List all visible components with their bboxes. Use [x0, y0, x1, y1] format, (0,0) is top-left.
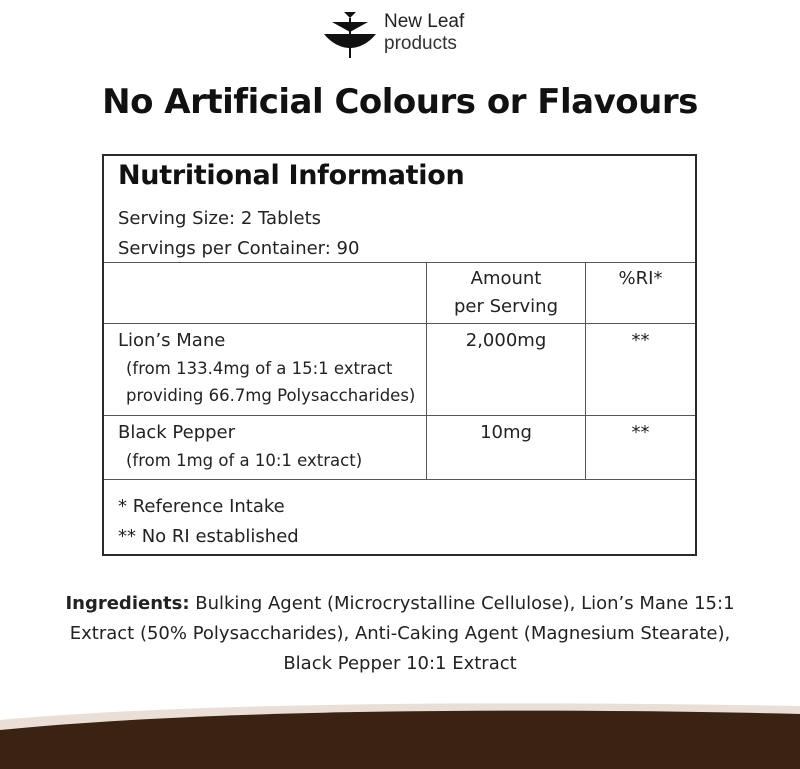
table-row-name: Lion’s Mane [118, 330, 226, 351]
divider [104, 415, 695, 416]
serving-size: Serving Size: 2 Tablets [118, 208, 322, 229]
brand-name: New Leaf [384, 11, 465, 32]
footnote-no-ri: ** No RI established [118, 526, 299, 547]
divider [104, 479, 695, 480]
table-row-amount: 10mg [480, 422, 532, 443]
brand-sub: products [384, 33, 457, 54]
footnotes [118, 492, 299, 552]
amount-header: Amount per Serving [453, 268, 558, 317]
ingredients-text [60, 589, 740, 679]
ingredients-list: Bulking Agent (Microcrystalline Cellulose), Lion’s Mane 15:1 Extract (50% Polysaccharides), Anti-Caking Agent (Magnesium Stearate), Black Pepper 10:1 Extract [69, 593, 735, 674]
table-row-ri: ** [631, 330, 650, 351]
decorative-wave [0, 680, 800, 769]
nutrition-panel [102, 154, 697, 556]
table-row-name: Black Pepper [118, 422, 236, 443]
panel-title: Nutritional Information [118, 160, 465, 191]
table-row-ri: ** [631, 422, 650, 443]
ingredients-label: Ingredients: [65, 593, 190, 614]
table-row-amount: 2,000mg [465, 330, 547, 351]
headline: No Artificial Colours or Flavours [102, 82, 698, 122]
brand-logo [322, 10, 482, 60]
ri-header: %RI* [618, 268, 663, 289]
divider [104, 323, 695, 324]
serving-info [118, 204, 359, 264]
table-row-detail: (from 1mg of a 10:1 extract) [126, 451, 363, 470]
leaf-tree-icon [322, 10, 378, 58]
table-row-detail: (from 133.4mg of a 15:1 extract providing 66.7mg Polysaccharides) [126, 359, 416, 405]
servings-per-container: Servings per Container: 90 [118, 238, 360, 259]
divider [104, 262, 695, 263]
footnote-reference-intake: * Reference Intake [118, 496, 285, 517]
